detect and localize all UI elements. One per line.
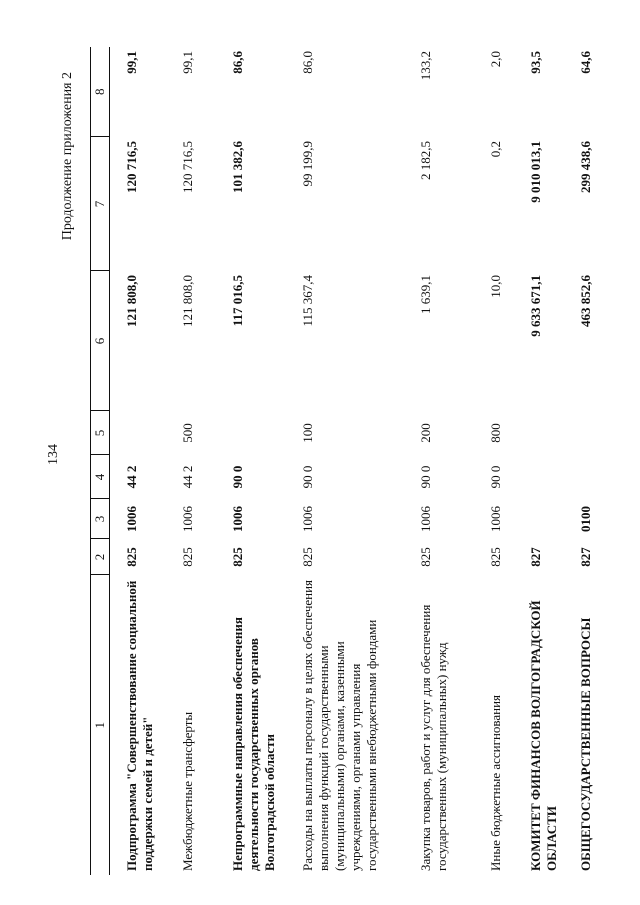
planned-amount: 10,0: [487, 275, 503, 298]
target-code: 44 2: [179, 465, 195, 489]
section-code: 1006: [299, 506, 315, 532]
expense-type-code: 100: [299, 423, 315, 443]
section-code: 0100: [577, 506, 593, 532]
actual-amount: 101 382,6: [229, 141, 245, 193]
column-header: 6: [91, 271, 110, 411]
planned-amount: 9 633 671,1: [527, 275, 543, 337]
target-code: 90 0: [487, 465, 503, 489]
ministry-code: 825: [487, 547, 503, 567]
row-name: Межбюджетные трансферты: [179, 711, 195, 871]
actual-amount: 120 716,5: [124, 141, 139, 193]
ministry-code: 825: [417, 547, 433, 567]
actual-amount: 9 010 013,1: [527, 141, 543, 203]
expense-type-code: [520, 411, 570, 455]
execution-percent: 93,5: [527, 51, 543, 74]
section-code: 1006: [487, 506, 503, 532]
column-header: 1: [91, 575, 110, 875]
execution-percent: 64,6: [577, 51, 593, 74]
target-code: 90 0: [417, 465, 433, 489]
column-header: 8: [91, 47, 110, 137]
section-code: 1006: [229, 506, 245, 532]
expense-type-code: [570, 411, 610, 455]
execution-percent: 2,0: [487, 51, 503, 68]
budget-table: [90, 47, 610, 875]
row-name: КОМИТЕТ ФИНАНСОВ ВОЛГОГРАДСКОЙ ОБЛАСТИ: [527, 600, 559, 871]
row-name: Закупка товаров, работ и услуг для обеспечения государственных (муниципальных) нужд: [417, 604, 449, 871]
actual-amount: 120 716,5: [179, 141, 195, 193]
table-row: [222, 47, 292, 875]
execution-percent: 86,0: [299, 51, 315, 74]
planned-amount: 463 852,6: [577, 275, 593, 327]
table-row: [520, 47, 570, 875]
row-name: ОБЩЕГОСУДАРСТВЕННЫЕ ВОПРОСЫ: [577, 617, 593, 871]
expense-type-code: 800: [487, 423, 503, 443]
target-code: 90 0: [229, 465, 245, 489]
expense-type-code: 200: [417, 423, 433, 443]
table-row: [172, 47, 222, 875]
execution-percent: 99,1: [179, 51, 195, 74]
target-code: 44 2: [124, 465, 139, 489]
page-number: 134: [46, 444, 61, 465]
section-code: 1006: [124, 506, 139, 532]
appendix-continuation-label: Продолжение приложения 2: [60, 72, 75, 241]
target-code: 90 0: [299, 465, 315, 489]
actual-amount: 0,2: [487, 141, 503, 158]
ministry-code: 827: [527, 547, 543, 567]
execution-percent: 99,1: [124, 51, 139, 74]
row-name: Подпрограмма "Совершенствование социальной поддержки семей и детей": [124, 580, 155, 871]
expense-type-code: [110, 411, 172, 455]
column-header: 5: [91, 411, 110, 455]
actual-amount: 299 438,6: [577, 141, 593, 193]
column-header: 3: [91, 499, 110, 539]
table-row: [110, 47, 172, 875]
table-row: [570, 47, 610, 875]
ministry-code: 825: [229, 547, 245, 567]
table-header-row: [91, 47, 110, 875]
ministry-code: 825: [179, 547, 195, 567]
planned-amount: 121 808,0: [124, 275, 139, 327]
section-code: [520, 499, 570, 539]
target-code: [570, 455, 610, 499]
column-header: 7: [91, 137, 110, 271]
row-name: Иные бюджетные ассигнования: [487, 694, 503, 871]
table-row: [480, 47, 520, 875]
actual-amount: 2 182,5: [417, 141, 433, 180]
section-code: 1006: [179, 506, 195, 532]
column-header: 4: [91, 455, 110, 499]
execution-percent: 86,6: [229, 51, 245, 74]
expense-type-code: 500: [179, 423, 195, 443]
planned-amount: 1 639,1: [417, 275, 433, 314]
section-code: 1006: [417, 506, 433, 532]
expense-type-code: [222, 411, 292, 455]
table-row: [292, 47, 410, 875]
execution-percent: 133,2: [417, 51, 433, 81]
ministry-code: 825: [124, 547, 139, 567]
planned-amount: 121 808,0: [179, 275, 195, 327]
table-row: [410, 47, 480, 875]
planned-amount: 117 016,5: [229, 275, 245, 327]
row-name: Непрограммные направления обеспечения деятельности государственных органов Волгоградской области: [229, 617, 277, 871]
row-name: Расходы на выплаты персоналу в целях обеспечения выполнения функций государственными (муниципальными) органами, казенными учреждениями, органами управления государственными внебюджетными фондами: [299, 579, 379, 871]
ministry-code: 825: [299, 547, 315, 567]
planned-amount: 115 367,4: [299, 275, 315, 327]
actual-amount: 99 199,9: [299, 141, 315, 187]
target-code: [520, 455, 570, 499]
ministry-code: 827: [577, 547, 593, 567]
column-header: 2: [91, 539, 110, 575]
